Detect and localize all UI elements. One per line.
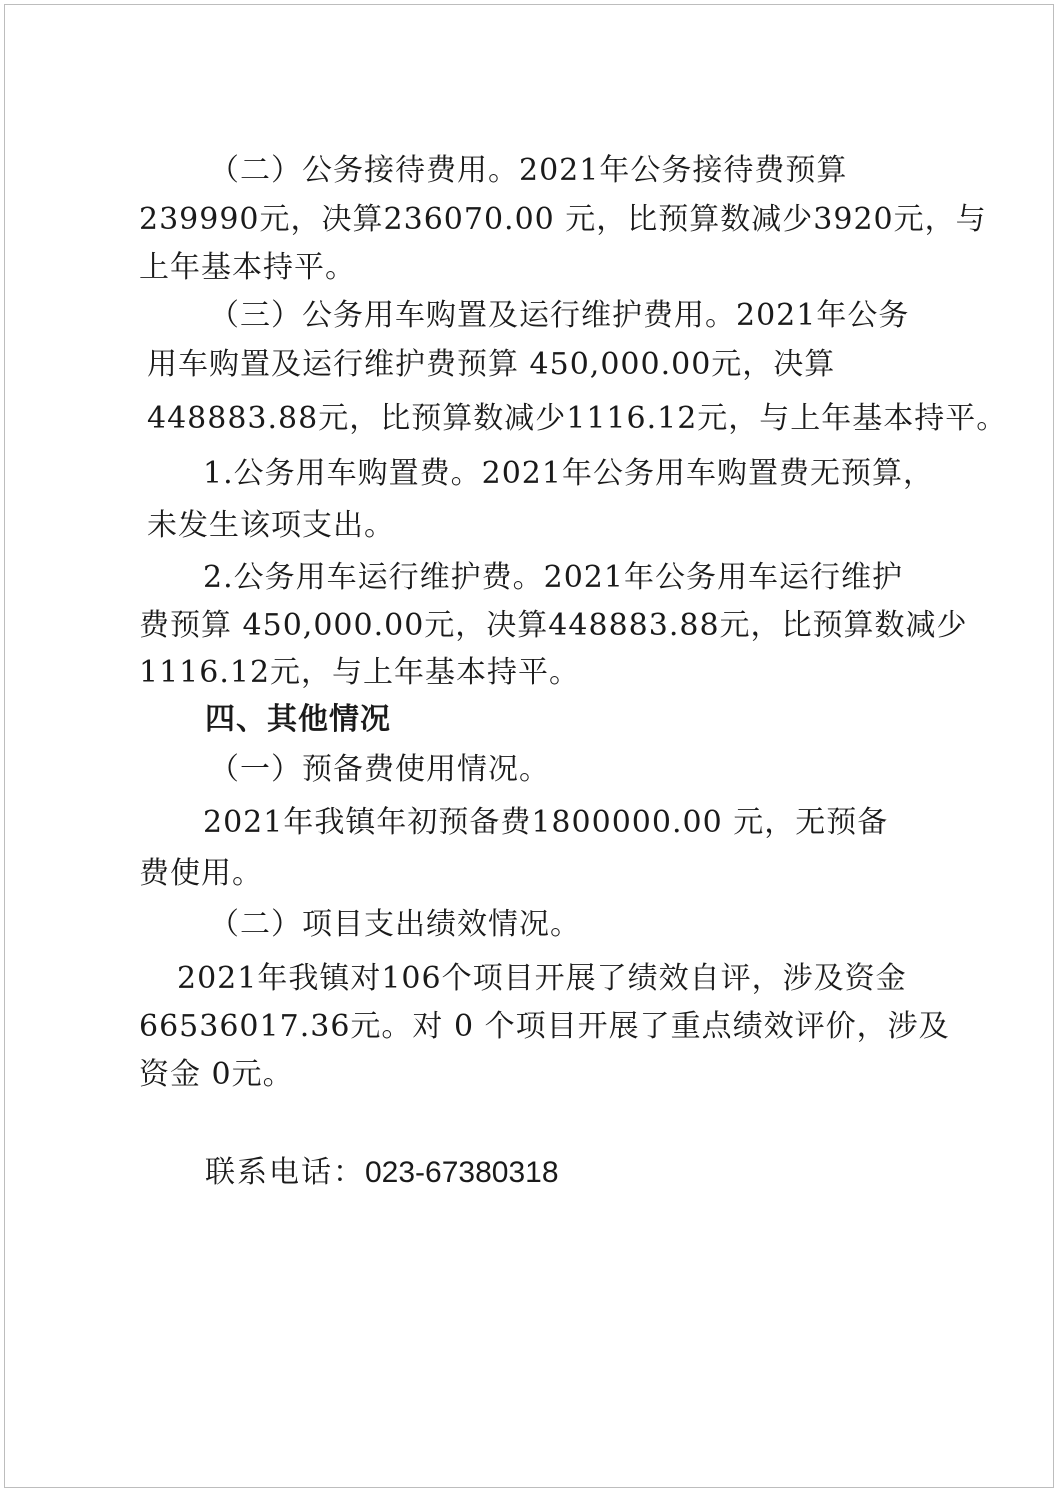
paragraph-reception-line-2: 239990元，决算236070.00 元，比预算数减少3920元，与 bbox=[139, 202, 987, 237]
section-performance-heading: （二）项目支出绩效情况。 bbox=[209, 907, 581, 942]
paragraph-reserve-line-2: 费使用。 bbox=[139, 856, 263, 891]
section-other-heading: 四、其他情况 bbox=[205, 702, 391, 737]
contact-phone: 023-67380318 bbox=[365, 1156, 559, 1189]
paragraph-reception-line-3: 上年基本持平。 bbox=[139, 250, 356, 285]
paragraph-vehicle-line-3: 448883.88元，比预算数减少1116.12元，与上年基本持平。 bbox=[147, 401, 1008, 436]
paragraph-performance-line-3: 资金 0元。 bbox=[139, 1057, 294, 1092]
contact-label: 联系电话： bbox=[205, 1155, 365, 1190]
document-page bbox=[4, 4, 1054, 1488]
section-reserve-heading: （一）预备费使用情况。 bbox=[209, 752, 550, 787]
paragraph-performance-line-2: 66536017.36元。对 0 个项目开展了重点绩效评价，涉及 bbox=[139, 1009, 950, 1044]
item-maintenance-line-2: 费预算 450,000.00元，决算448883.88元，比预算数减少 bbox=[139, 608, 968, 643]
item-purchase-line-1: 1.公务用车购置费。2021年公务用车购置费无预算， bbox=[203, 456, 934, 491]
item-maintenance-line-1: 2.公务用车运行维护费。2021年公务用车运行维护 bbox=[203, 560, 903, 595]
contact-line bbox=[205, 1155, 559, 1191]
paragraph-reception-heading-line: （二）公务接待费用。2021年公务接待费预算 bbox=[209, 153, 848, 188]
paragraph-vehicle-heading-line: （三）公务用车购置及运行维护费用。2021年公务 bbox=[209, 298, 910, 333]
paragraph-performance-line-1: 2021年我镇对106个项目开展了绩效自评，涉及资金 bbox=[177, 961, 907, 996]
item-purchase-line-2: 未发生该项支出。 bbox=[147, 508, 395, 543]
paragraph-reserve-line-1: 2021年我镇年初预备费1800000.00 元，无预备 bbox=[203, 805, 889, 840]
item-maintenance-line-3: 1116.12元，与上年基本持平。 bbox=[139, 655, 581, 690]
paragraph-vehicle-line-2: 用车购置及运行维护费预算 450,000.00元，决算 bbox=[147, 347, 836, 382]
